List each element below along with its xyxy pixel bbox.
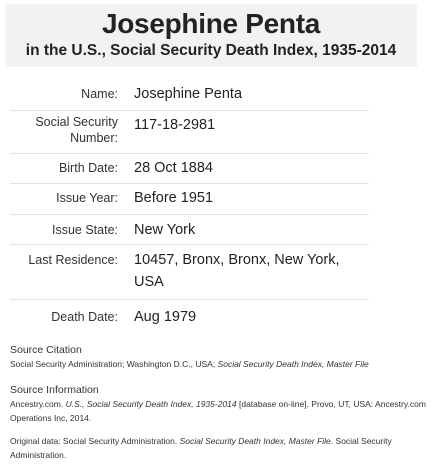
row-divider <box>10 153 369 154</box>
collection-subtitle: in the U.S., Social Security Death Index, 1935-2014 <box>25 42 397 59</box>
field-value-death-date: Aug 1979 <box>134 309 197 325</box>
field-value-birth-date: 28 Oct 1884 <box>134 160 213 176</box>
row-divider <box>10 214 369 215</box>
field-row-last-residence <box>0 244 435 299</box>
field-label-last-residence: Last Residence: <box>28 253 118 267</box>
source-citation-section <box>10 343 430 371</box>
row-divider <box>10 183 369 184</box>
field-label-issue-state: Issue State: <box>51 223 118 237</box>
field-label-name: Name: <box>81 87 118 101</box>
field-label-birth-date: Birth Date: <box>58 161 118 175</box>
source-citation-text-plain: Social Security Administration; Washington D.C., USA; <box>10 359 218 369</box>
row-divider <box>10 110 369 111</box>
original-data-section <box>10 434 430 462</box>
original-data-text-plain-1: Original data: Social Security Administration. <box>10 436 180 446</box>
record-fields-table <box>0 76 435 335</box>
field-value-ssn: 117-18-2981 <box>134 117 216 133</box>
field-value-last-residence: 10457, Bronx, Bronx, New York, USA <box>134 252 340 290</box>
record-title-banner <box>5 4 417 67</box>
source-information-text-plain-2: [database on-line]. Provo, UT, USA: Ancestry.com Operations Inc, 2014. <box>10 399 426 423</box>
field-label-ssn: Social Security Number: <box>35 115 118 145</box>
source-information-text-italic: U.S., Social Security Death Index, 1935-2014 <box>65 399 237 409</box>
row-divider <box>10 244 369 245</box>
field-row-death-date <box>0 299 435 335</box>
field-row-name <box>0 76 435 110</box>
source-information-text <box>10 397 430 425</box>
field-row-ssn <box>0 110 435 153</box>
original-data-text <box>10 434 430 462</box>
field-value-issue-state: New York <box>134 222 196 238</box>
field-label-issue-year: Issue Year: <box>56 191 118 205</box>
original-data-text-plain-2: . Social Security Administration. <box>10 436 392 460</box>
field-row-issue-state <box>0 214 435 244</box>
source-citation-text <box>10 357 430 371</box>
source-information-text-plain-1: Ancestry.com. <box>10 399 66 409</box>
source-citation-text-italic: Social Security Death Index, Master File <box>217 359 369 369</box>
source-information-heading: Source Information <box>10 384 99 396</box>
person-name-title: Josephine Penta <box>101 8 320 39</box>
row-divider <box>10 299 369 300</box>
field-row-issue-year <box>0 183 435 214</box>
original-data-text-italic: Social Security Death Index, Master File <box>179 436 331 446</box>
source-citation-heading: Source Citation <box>10 344 82 356</box>
field-value-name: Josephine Penta <box>134 86 243 102</box>
source-information-section <box>10 383 430 425</box>
field-row-birth-date <box>0 153 435 183</box>
field-label-death-date: Death Date: <box>51 310 118 324</box>
field-value-issue-year: Before 1951 <box>134 190 214 206</box>
